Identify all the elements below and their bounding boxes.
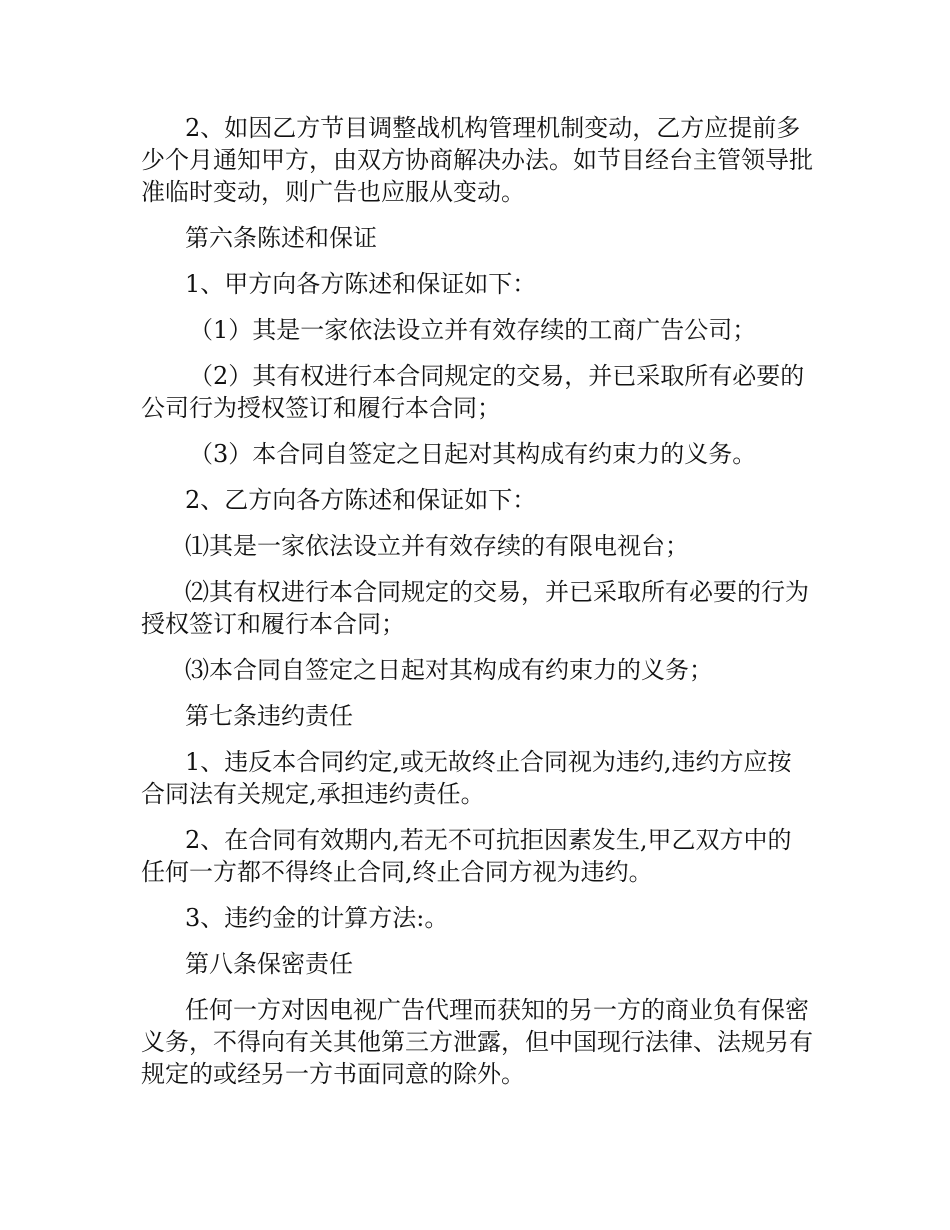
paragraph-party-b-reps: 2、乙方向各方陈述和保证如下： (185, 486, 537, 514)
paragraph-breach-2: 2、在合同有效期内,若无不可抗拒因素发生,甲乙双方中的任何一方都不得终止合同,终止合同方视为违约。 (141, 826, 792, 886)
paragraph-party-a-item-3: （3）本合同自签定之日起对其构成有约束力的义务。 (189, 440, 757, 468)
paragraph-breach-3: 3、违约金的计算方法:。 (185, 904, 449, 932)
paragraph-party-b-item-3: ⑶本合同自签定之日起对其构成有约束力的义务； (185, 656, 713, 684)
document-page (141, 112, 813, 1104)
paragraph-breach-1: 1、违反本合同约定,或无故终止合同视为违约,违约方应按合同法有关规定,承担违约责任。 (141, 748, 792, 808)
heading-article-8: 第八条保密责任 (185, 950, 353, 978)
paragraph-confidentiality: 任何一方对因电视广告代理而获知的另一方的商业负有保密义务，不得向有关其他第三方泄露，但中国现行法律、法规另有规定的或经另一方书面同意的除外。 (141, 996, 813, 1088)
paragraph-party-a-item-2: （2）其有权进行本合同规定的交易，并已采取所有必要的公司行为授权签订和履行本合同； (141, 362, 805, 422)
paragraph-party-b-item-2: ⑵其有权进行本合同规定的交易，并已采取所有必要的行为授权签订和履行本合同； (141, 578, 809, 638)
heading-article-7: 第七条违约责任 (185, 702, 353, 730)
paragraph-party-b-item-1: ⑴其是一家依法设立并有效存续的有限电视台； (185, 532, 689, 560)
paragraph-notice-change: 2、如因乙方节目调整战机构管理机制变动，乙方应提前多少个月通知甲方，由双方协商解决办法。如节目经台主管领导批准临时变动，则广告也应服从变动。 (141, 114, 813, 206)
paragraph-party-a-reps: 1、甲方向各方陈述和保证如下： (185, 270, 537, 298)
paragraph-party-a-item-1: （1）其是一家依法设立并有效存续的工商广告公司； (189, 316, 757, 344)
heading-article-6: 第六条陈述和保证 (185, 224, 377, 252)
